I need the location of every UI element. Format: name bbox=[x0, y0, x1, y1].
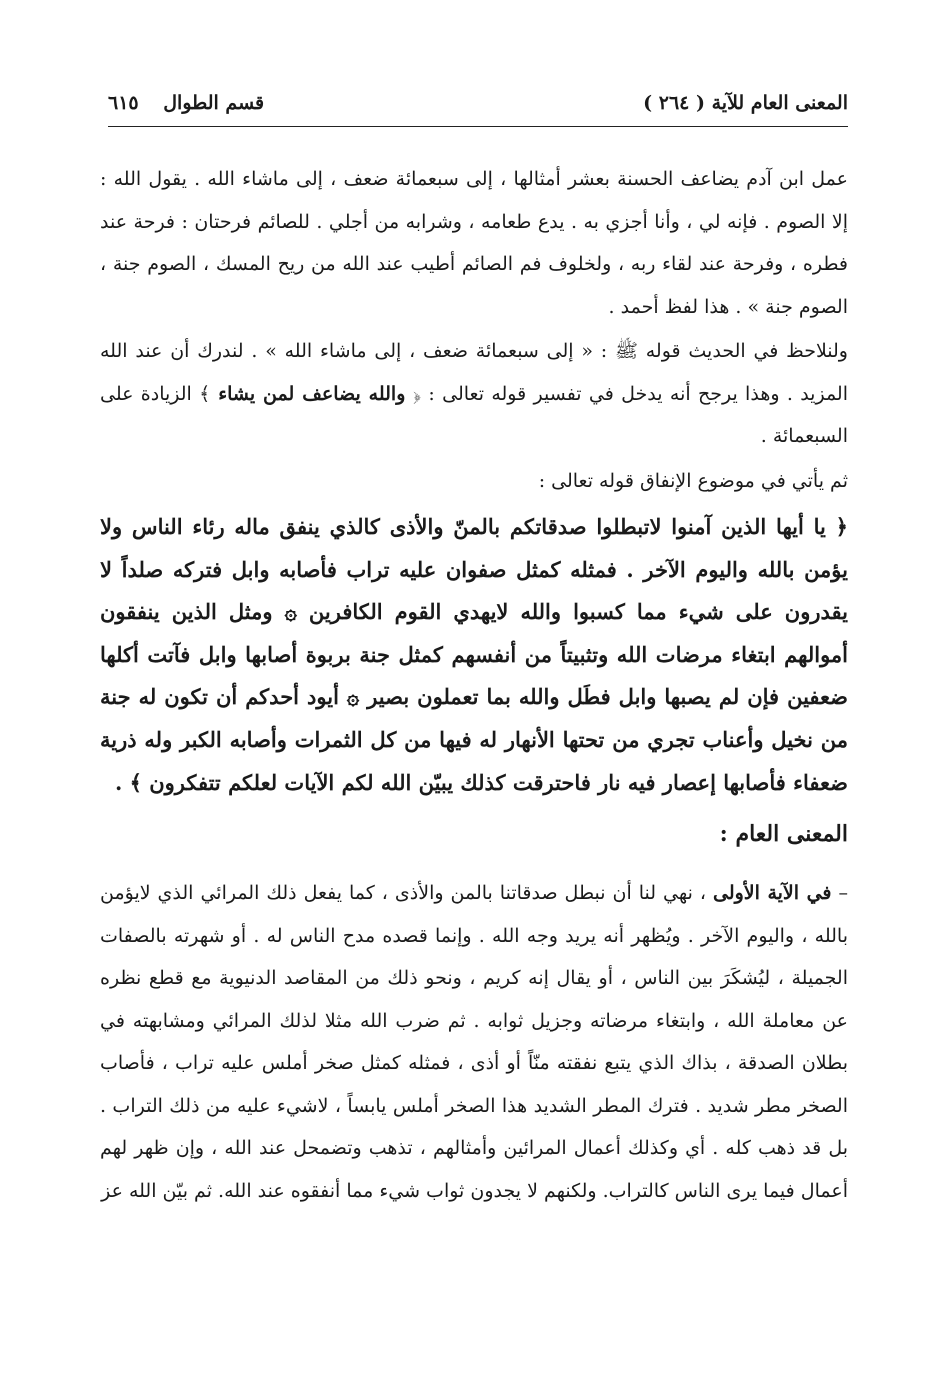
paragraph-note bbox=[100, 330, 848, 458]
header-divider bbox=[108, 126, 848, 127]
meaning-text: ، نهي لنا أن نبطل صدقاتنا بالمن والأذى ، كما يفعل ذلك المرائي الذي لايؤمن بالله ، واليوم الآخر . ويُظهر أنه يريد وجه الله . وإنما قصده مدح الناس له . أو شهرته بالصفات الجميلة ، ليُشكَرَ بين الناس ، أو يقال إنه كريم ، ونحو ذلك من المقاصد الدنيوية مع قطع نظره عن معاملة الله ، وابتغاء مرضاته وجزيل ثوابه . ثم ضرب الله مثلا لذلك المرائي ومشابهته في بطلان الصدقة ، بذاك الذي يتبع نفقته منّاً أو أذى ، فمثله كمثل صخر أملس عليه تراب ، فأصاب الصخر مطر شديد . فترك المطر الشديد هذا الصخر أملس يابساً ، لاشيء عليه من ذلك التراب . بل قد ذهب كله . أي وكذلك أعمال المرائين وأمثالهم ، تذهب وتضمحل عند الله ، وإن ظهر لهم أعمال فيما يرى الناس كالتراب. ولكنهم لا يجدون ثواب شيء مما أنفقوه عند الله. ثم بيّن الله عز bbox=[100, 882, 848, 1202]
meaning-dash: – bbox=[831, 882, 848, 905]
note-text: ولنلاحظ في الحديث قوله ﷺ : « إلى سبعمائة ضعف ، إلى ماشاء الله » . لندرك أن عند الله المزيد . وهذا يرجح أنه يدخل في تفسير قوله تعالى : ﴿ bbox=[100, 340, 848, 405]
page-body bbox=[100, 158, 848, 1212]
section-heading: المعنى العام : bbox=[719, 821, 848, 848]
meaning-lead: في الآية الأولى bbox=[712, 882, 832, 905]
header-section-label: قسم الطوال bbox=[163, 92, 265, 114]
paragraph-intro-verses: ثم يأتي في موضوع الإنفاق قوله تعالى : bbox=[538, 469, 848, 492]
running-header bbox=[108, 92, 848, 128]
quran-verses: ﴿ يا أيها الذين آمنوا لاتبطلوا صدقاتكم بالمنّ والأذى كالذي ينفق ماله رئاء الناس ولا يؤمن بالله واليوم الآخر . فمثله كمثل صفوان عليه تراب فأصابه وابل فتركه صلداً لا يقدرون على شيء مما كسبوا والله لايهدي القوم الكافرين ۞ ومثل الذين ينفقون أموالهم ابتغاء مرضات الله وتثبيتاً من أنفسهم كمثل جنة بربوة أصابها وابل فآتت أكلها ضعفين فإن لم يصبها وابل فطَل والله بما تعملون بصير ۞ أيود أحدكم أن تكون له جنة من نخيل وأعناب تجري من تحتها الأنهار له فيها من كل الثمرات وأصابه الكبر وله ذرية ضعفاء فأصابها إعصار فيه نار فاحترقت كذلك يبيّن الله لكم الآيات لعلكم تتفكرون ﴾ . bbox=[100, 514, 848, 795]
note-quran-quote: والله يضاعف لمن يشاء bbox=[210, 382, 414, 405]
page-number: ٦١٥ bbox=[108, 92, 139, 114]
paragraph-hadith-end: عمل ابن آدم يضاعف الحسنة بعشر أمثالها ، إلى سبعمائة ضعف ، إلى ماشاء الله . يقول الله : إلا الصوم . فإنه لي ، وأنا أجزي به . يدع طعامه ، وشرابه من أجلي . للصائم فرحتان : فرحة عند فطره ، وفرحة عند لقاء ربه ، ولخلوف فم الصائم أطيب عند الله من ريح المسك ، الصوم جنة ، الصوم جنة » . هذا لفظ أحمد . bbox=[100, 168, 848, 318]
header-section-and-page bbox=[108, 92, 264, 114]
note-text-end: ﴾ الزيادة على السبعمائة . bbox=[100, 382, 848, 447]
paragraph-meaning bbox=[100, 872, 848, 1212]
header-title: المعنى العام للآية ( ٢٦٤ ) bbox=[643, 92, 848, 114]
